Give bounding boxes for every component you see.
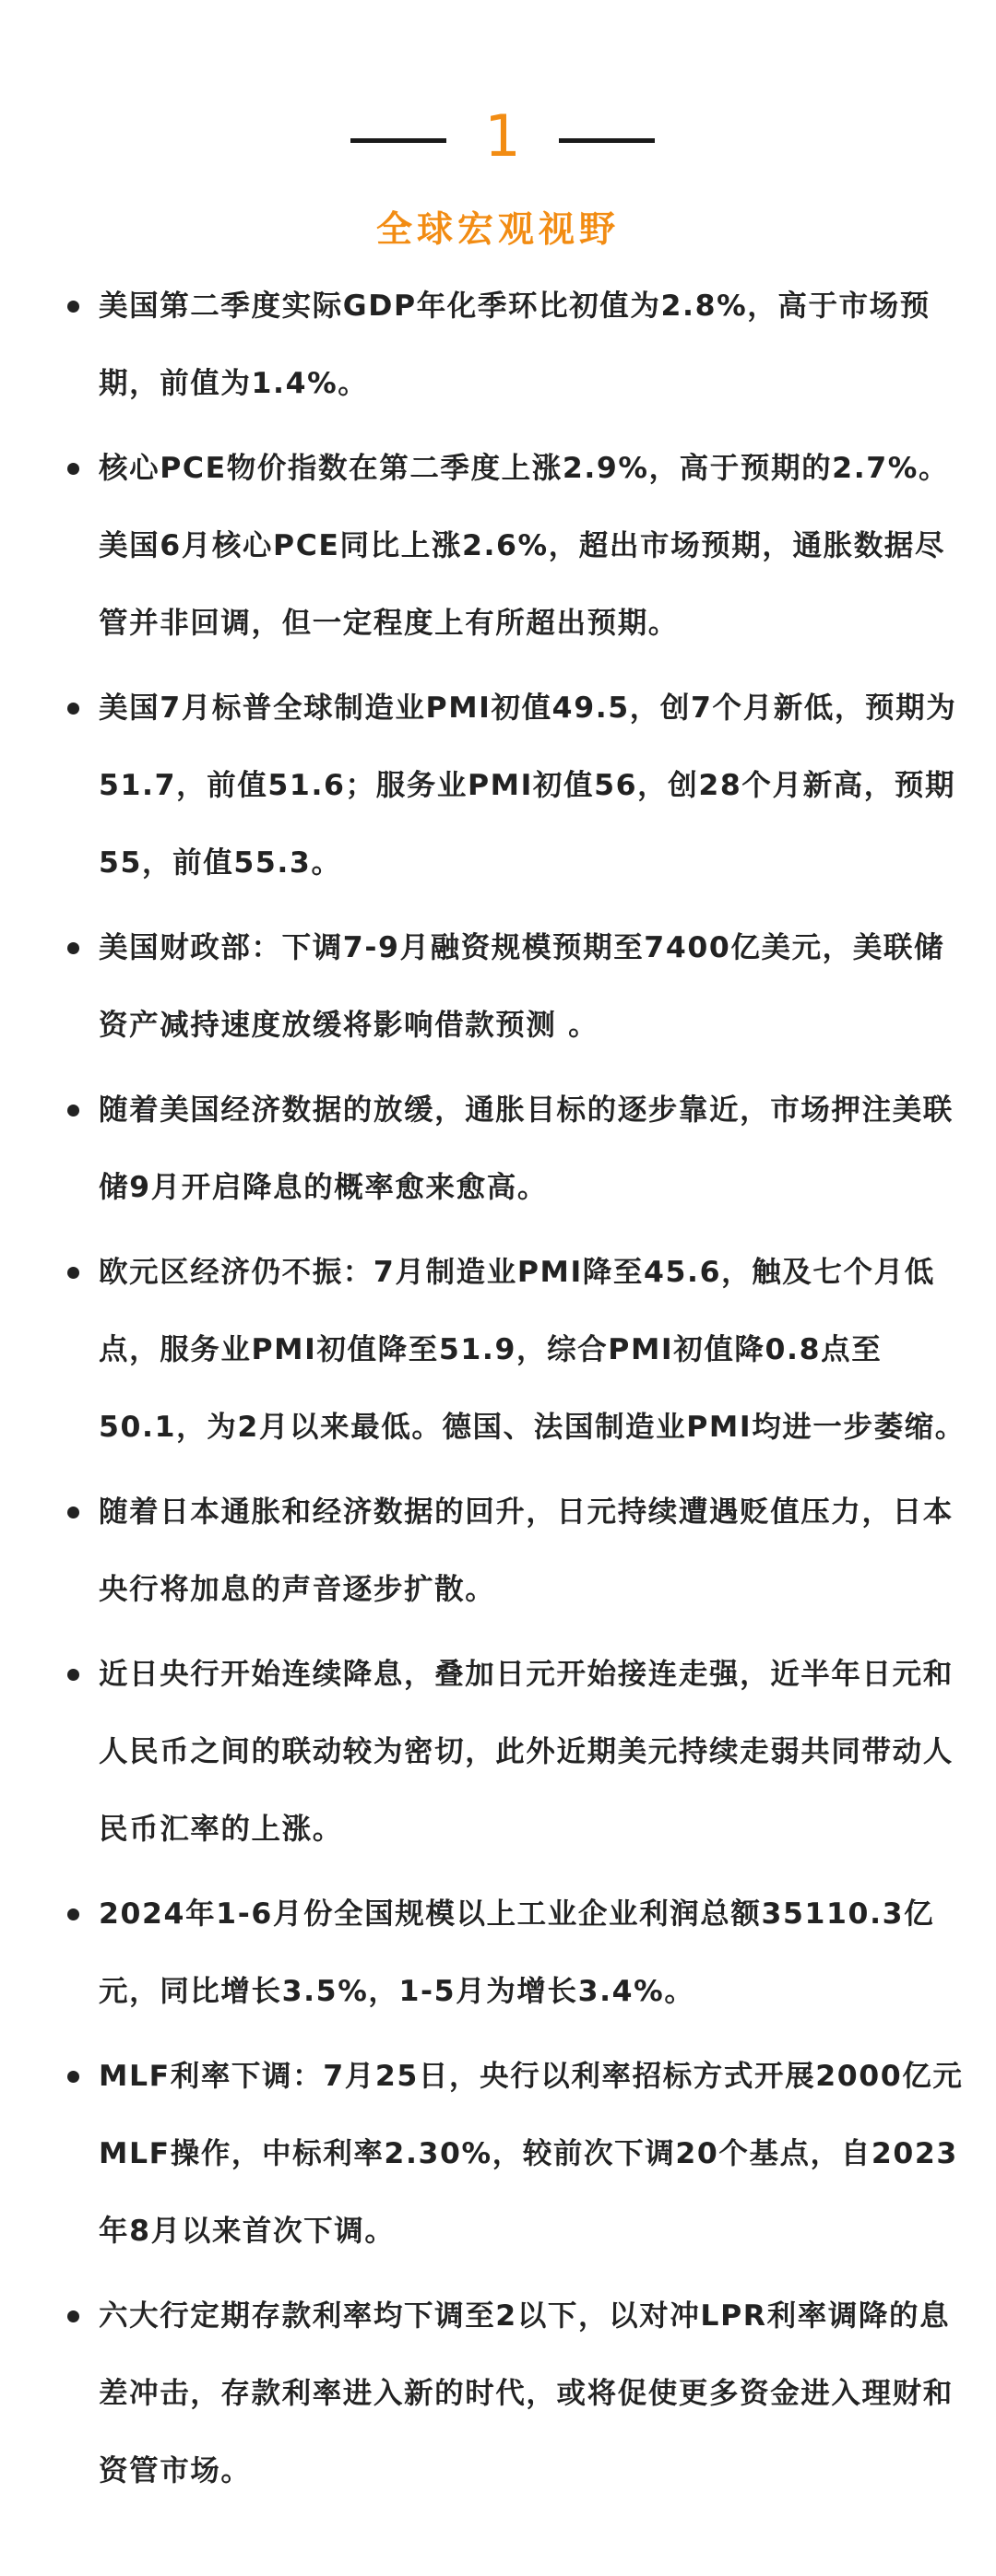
bullet-text: 随着日本通胀和经济数据的回升，日元持续遭遇贬值压力，日本央行将加息的声音逐步扩散。 (99, 1495, 954, 1606)
section-title: 全球宏观视野 (375, 209, 620, 251)
right-divider-line (559, 138, 655, 143)
bullet-item (61, 267, 974, 422)
bullet-item (61, 430, 974, 662)
bullet-dot-icon (67, 301, 79, 313)
bullet-text: MLF利率下调：7月25日，央行以利率招标方式开展2000亿元MLF操作，中标利率2.30%，较前次下调20个基点，自2023年8月以来首次下调。 (99, 2060, 964, 2248)
bullet-text: 2024年1-6月份全国规模以上工业企业利润总额35110.3亿元，同比增长3.5%，1-5月为增长3.4%。 (99, 1897, 935, 2008)
bullet-dot-icon (67, 2071, 79, 2083)
bullet-dot-icon (67, 2310, 79, 2322)
news-bullet-list (61, 267, 974, 2517)
bullet-dot-icon (67, 1669, 79, 1681)
bullet-item (61, 2038, 974, 2270)
bullet-item (61, 1234, 974, 1466)
bullet-text: 欧元区经济仍不振：7月制造业PMI降至45.6，触及七个月低点，服务业PMI初值降至51.9，综合PMI初值降0.8点至50.1，为2月以来最低。德国、法国制造业PMI均进一步萎缩。 (99, 1256, 966, 1444)
bullet-dot-icon (67, 463, 79, 475)
bullet-text: 随着美国经济数据的放缓，通胀目标的逐步靠近，市场押注美联储9月开启降息的概率愈来愈高。 (99, 1093, 954, 1204)
bullet-text: 核心PCE物价指数在第二季度上涨2.9%，高于预期的2.7%。美国6月核心PCE同比上涨2.6%，超出市场预期，通胀数据尽管并非回调，但一定程度上有所超出预期。 (99, 452, 950, 640)
bullet-dot-icon (67, 703, 79, 715)
left-divider-line (350, 138, 446, 143)
bullet-item (61, 669, 974, 902)
bullet-item (61, 1875, 974, 2030)
bullet-dot-icon (67, 1507, 79, 1518)
bullet-item (61, 2277, 974, 2510)
bullet-dot-icon (67, 1908, 79, 1920)
bullet-dot-icon (67, 942, 79, 954)
bullet-item (61, 1473, 974, 1628)
bullet-text: 六大行定期存款利率均下调至2以下，以对冲LPR利率调降的息差冲击，存款利率进入新的时代，或将促使更多资金进入理财和资管市场。 (99, 2299, 954, 2487)
bullet-text: 近日央行开始连续降息，叠加日元开始接连走强，近半年日元和人民币之间的联动较为密切，此外近期美元持续走弱共同带动人民币汇率的上涨。 (99, 1658, 954, 1846)
section-number-row (0, 100, 996, 173)
bullet-text: 美国财政部：下调7-9月融资规模预期至7400亿美元，美联储资产减持速度放缓将影响借款预测 。 (99, 931, 945, 1042)
bullet-item (61, 1636, 974, 1868)
bullet-dot-icon (67, 1267, 79, 1279)
section-number: 1 (484, 102, 521, 170)
bullet-text: 美国7月标普全球制造业PMI初值49.5，创7个月新低，预期为51.7，前值51.6；服务业PMI初值56，创28个月新高，预期55，前值55.3。 (99, 691, 957, 880)
bullet-item (61, 1071, 974, 1226)
bullet-text: 美国第二季度实际GDP年化季环比初值为2.8%，高于市场预期，前值为1.4%。 (99, 290, 931, 400)
bullet-item (61, 909, 974, 1064)
bullet-dot-icon (67, 1105, 79, 1117)
